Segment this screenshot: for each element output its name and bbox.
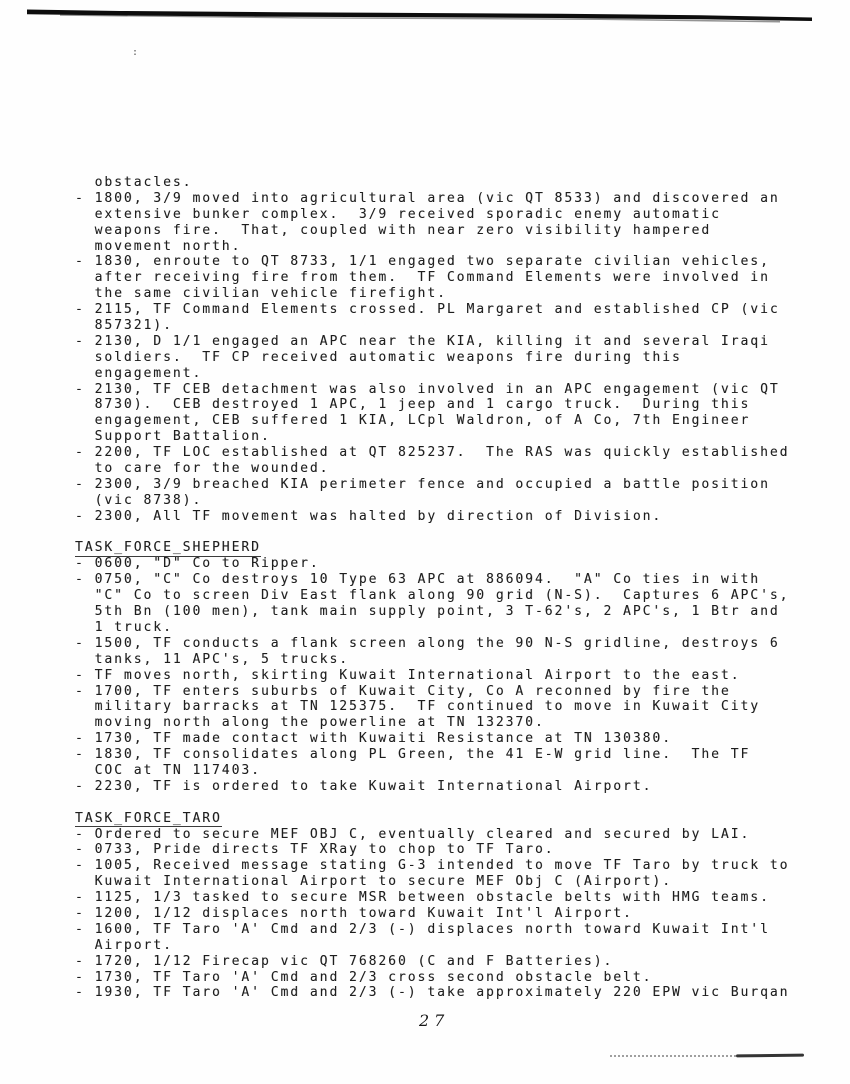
text-line: moving north along the powerline at TN 132370. — [75, 715, 545, 731]
scan-speck-colon: : — [132, 47, 139, 58]
text-line: - 1830, TF consolidates along PL Green, the 41 E-W grid line. The TF — [75, 747, 751, 763]
section-header-line — [75, 811, 789, 827]
text-line: - TF moves north, skirting Kuwait International Airport to the east. — [75, 667, 741, 683]
text-line: - 1005, Received message stating G-3 intended to move TF Taro by truck to — [75, 858, 790, 874]
text-line: - 1500, TF conducts a flank screen along the 90 N-S gridline, destroys 6 — [75, 635, 780, 651]
text-line: - 1930, TF Taro 'A' Cmd and 2/3 (-) take approximately 220 EPW vic Burqan — [75, 985, 790, 1001]
text-line: movement north. — [75, 238, 242, 254]
text-line: - 0750, "C" Co destroys 10 Type 63 APC at 886094. "A" Co ties in with — [75, 572, 761, 588]
text-line: - 2200, TF LOC established at QT 825237. The RAS was quickly established — [75, 445, 790, 461]
text-line: 8730). CEB destroyed 1 APC, 1 jeep and 1 cargo truck. During this — [75, 397, 751, 413]
text-line: (vic 8738). — [75, 492, 203, 508]
text-line: - 1200, 1/12 displaces north toward Kuwait Int'l Airport. — [75, 905, 633, 921]
text-line: - 2230, TF is ordered to take Kuwait International Airport. — [75, 778, 653, 794]
blank-line — [75, 795, 789, 811]
text-line: 5th Bn (100 men), tank main supply point, 3 T-62's, 2 APC's, 1 Btr and — [75, 604, 780, 620]
section-header-text: TASK_FORCE_SHEPHERD — [75, 540, 261, 556]
text-line: - 1125, 1/3 tasked to secure MSR between obstacle belts with HMG teams. — [75, 890, 770, 906]
text-line: engagement. — [75, 365, 203, 381]
text-line: "C" Co to screen Div East flank along 90 grid (N-S). Captures 6 APC's, — [75, 588, 790, 604]
text-line: extensive bunker complex. 3/9 received sporadic enemy automatic — [75, 206, 721, 222]
text-line: - 1600, TF Taro 'A' Cmd and 2/3 (-) displaces north toward Kuwait Int'l — [75, 921, 770, 937]
text-line: - 1730, TF made contact with Kuwaiti Resistance at TN 130380. — [75, 731, 672, 747]
text-line: - 2300, All TF movement was halted by direction of Division. — [75, 508, 663, 524]
text-line: - 0600, "D" Co to Ripper. — [75, 556, 320, 572]
text-line: weapons fire. That, coupled with near zero visibility hampered — [75, 222, 712, 238]
text-line: Airport. — [75, 937, 173, 953]
scan-edge-artifact-bottom-dotted — [610, 1055, 740, 1057]
text-line: - 1730, TF Taro 'A' Cmd and 2/3 cross second obstacle belt. — [75, 969, 653, 985]
text-line: COC at TN 117403. — [75, 762, 261, 778]
text-line: - 1800, 3/9 moved into agricultural area (vic QT 8533) and discovered an — [75, 190, 780, 206]
text-line: engagement, CEB suffered 1 KIA, LCpl Waldron, of A Co, 7th Engineer — [75, 413, 751, 429]
page-number: 27 — [419, 1011, 450, 1030]
text-line: - 1830, enroute to QT 8733, 1/1 engaged two separate civilian vehicles, — [75, 254, 770, 270]
text-line: - 0733, Pride directs TF XRay to chop to TF Taro. — [75, 842, 555, 858]
text-line: - 1700, TF enters suburbs of Kuwait City, Co A reconned by fire the — [75, 683, 731, 699]
text-line: 857321). — [75, 318, 173, 334]
blank-line — [75, 525, 789, 541]
text-line: - 2300, 3/9 breached KIA perimeter fence and occupied a battle position — [75, 476, 770, 492]
text-line: military barracks at TN 125375. TF continued to move in Kuwait City — [75, 699, 761, 715]
text-line: - 2115, TF Command Elements crossed. PL Margaret and established CP (vic — [75, 302, 780, 318]
text-line: tanks, 11 APC's, 5 trucks. — [75, 651, 350, 667]
text-line: to care for the wounded. — [75, 461, 330, 477]
text-line: after receiving fire from them. TF Command Elements were involved in — [75, 270, 770, 286]
text-line: - 2130, TF CEB detachment was also involved in an APC engagement (vic QT — [75, 381, 780, 397]
section-header-text: TASK_FORCE_TARO — [75, 810, 222, 826]
text-line: - 1720, 1/12 Firecap vic QT 768260 (C and F Batteries). — [75, 953, 614, 969]
text-line: soldiers. TF CP received automatic weapons fire during this — [75, 349, 682, 365]
text-line: - 2130, D 1/1 engaged an APC near the KIA, killing it and several Iraqi — [75, 333, 770, 349]
text-line: - Ordered to secure MEF OBJ C, eventually cleared and secured by LAI. — [75, 826, 751, 842]
text-line: 1 truck. — [75, 619, 173, 635]
text-line: Kuwait International Airport to secure MEF Obj C (Airport). — [75, 874, 672, 890]
scan-edge-artifact-top — [0, 0, 850, 32]
document-text — [75, 175, 789, 1001]
text-line: Support Battalion. — [75, 429, 271, 445]
scan-edge-artifact-bottom-solid — [736, 1054, 804, 1058]
text-line: the same civilian vehicle firefight. — [75, 286, 447, 302]
text-line: obstacles. — [75, 175, 193, 190]
section-header-line — [75, 540, 789, 556]
